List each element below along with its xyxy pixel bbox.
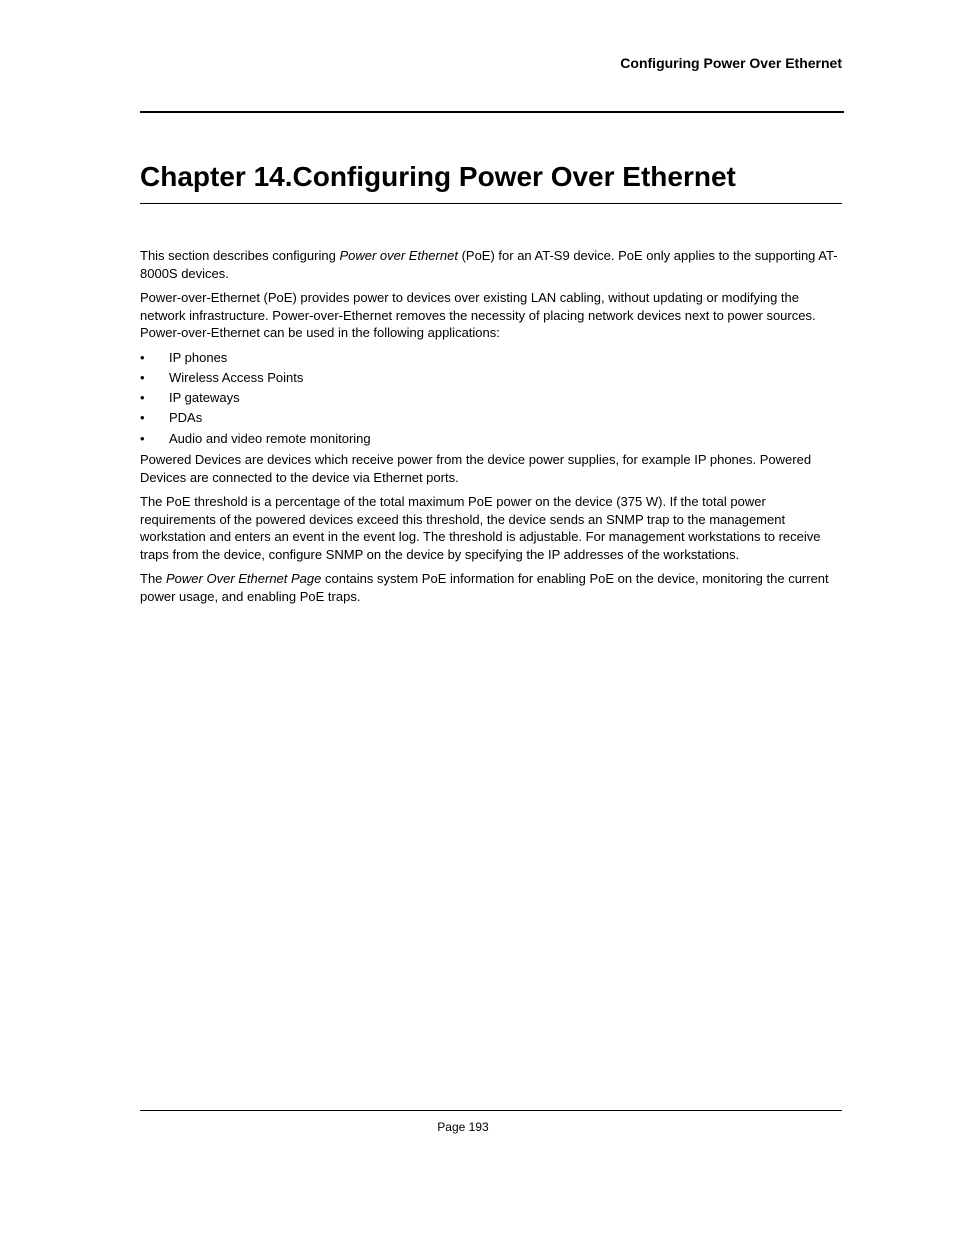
bullet-icon: • xyxy=(140,369,145,385)
poe-page-text-end: contains system PoE information for enabling PoE on the device, monitoring the current power usage, and enabling PoE traps. xyxy=(140,571,829,604)
list-item-label: PDAs xyxy=(169,410,203,426)
poe-description-paragraph: Power-over-Ethernet (PoE) provides power to devices over existing LAN cabling, without updating or modifying the network infrastructure. Power-over-Ethernet removes the necessity of placing network devices next to power sources. Power-over-Ethernet can be used in the following applications: xyxy=(140,290,816,340)
powered-devices-paragraph: Powered Devices are devices which receive power from the device power supplies, for example IP phones. Powered Devices are connected to the device via Ethernet ports. xyxy=(140,452,812,485)
intro-emphasis: Power over Ethernet xyxy=(339,248,458,263)
intro-text-start: This section describes configuring xyxy=(140,248,340,263)
list-item-label: IP phones xyxy=(169,349,228,365)
bullet-icon: • xyxy=(140,410,145,426)
list-item xyxy=(140,409,842,427)
intro-paragraph xyxy=(140,247,842,282)
header-divider xyxy=(140,111,844,113)
list-item xyxy=(140,349,842,367)
running-header: Configuring Power Over Ethernet xyxy=(620,55,842,71)
bullet-icon: • xyxy=(140,390,145,406)
poe-page-paragraph xyxy=(140,570,842,605)
body-text xyxy=(140,247,842,612)
title-divider xyxy=(140,203,842,204)
list-item xyxy=(140,430,842,448)
list-item-label: Wireless Access Points xyxy=(169,369,304,385)
poe-threshold-paragraph: The PoE threshold is a percentage of the total maximum PoE power on the device (375 W). If the total power requirements of the powered devices exceed this threshold, the device sends an SNMP trap to the management workstation and enters an event in the event log. The threshold is adjustable. For management workstations to receive traps from the device, configure SNMP on the device by specifying the IP addresses of the workstations. xyxy=(140,494,821,562)
intro-text-end: (PoE) for an AT-S9 device. PoE only applies to the supporting AT-8000S devices. xyxy=(140,248,838,281)
chapter-title: Chapter 14.Configuring Power Over Ethernet xyxy=(140,161,736,192)
applications-list xyxy=(140,349,842,448)
bullet-icon: • xyxy=(140,430,145,446)
list-item-label: Audio and video remote monitoring xyxy=(169,430,371,446)
list-item xyxy=(140,369,842,387)
list-item xyxy=(140,389,842,407)
footer-divider xyxy=(140,1110,842,1111)
poe-page-text-start: The xyxy=(140,571,167,587)
poe-page-emphasis: Power Over Ethernet Page xyxy=(166,571,322,587)
page-number: Page 193 xyxy=(437,1120,489,1134)
list-item-label: IP gateways xyxy=(169,390,240,406)
bullet-icon: • xyxy=(140,349,145,365)
